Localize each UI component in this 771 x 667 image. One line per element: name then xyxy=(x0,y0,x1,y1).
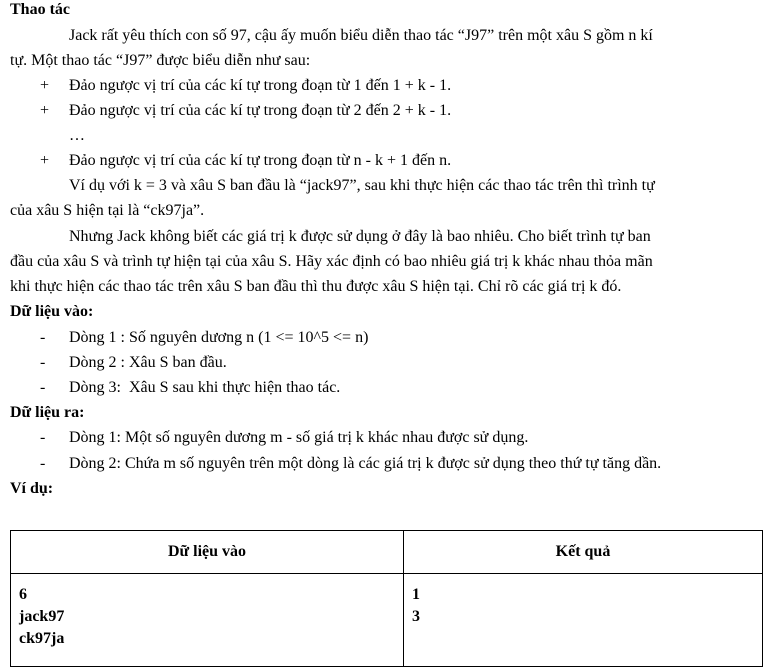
operation-item: Đảo ngược vị trí của các kí tự trong đoạn từ n - k + 1 đến n. xyxy=(69,152,452,169)
operation-item: Đảo ngược vị trí của các kí tự trong đoạn từ 2 đến 2 + k - 1. xyxy=(69,102,452,119)
operation-bullet: + xyxy=(40,77,50,94)
output-line: 1 xyxy=(412,586,420,603)
input-item: Dòng 2 : Xâu S ban đầu. xyxy=(69,354,227,371)
input-line: jack97 xyxy=(19,608,65,625)
table-header-output: Kết quả xyxy=(404,531,763,574)
output-bullet: - xyxy=(40,455,46,472)
example-table xyxy=(10,530,763,667)
output-line: 3 xyxy=(412,608,420,625)
example-text-line-1: Ví dụ với k = 3 và xâu S ban đầu là “jack97”, sau khi thực hiện các thao tác trên thì trình tự xyxy=(69,177,655,194)
input-cell xyxy=(11,574,404,667)
task-line-3: khi thực hiện các thao tác trên xâu S ban đầu thì thu được xâu S hiện tại. Chỉ rõ các giá trị k đó. xyxy=(10,278,622,295)
input-bullet: - xyxy=(40,354,46,371)
table-row xyxy=(11,574,763,667)
input-bullet: - xyxy=(40,379,46,396)
table-header-input: Dữ liệu vào xyxy=(11,531,404,574)
example-text-line-2: của xâu S hiện tại là “ck97ja”. xyxy=(10,202,205,219)
output-cell xyxy=(404,574,763,667)
output-item: Dòng 1: Một số nguyên dương m - số giá trị k khác nhau được sử dụng. xyxy=(69,429,529,446)
output-item: Dòng 2: Chứa m số nguyên trên một dòng là các giá trị k được sử dụng theo thứ tự tăng dần. xyxy=(69,455,662,472)
input-line: 6 xyxy=(19,586,27,603)
example-heading: Ví dụ: xyxy=(10,480,54,497)
task-line-1: Nhưng Jack không biết các giá trị k được sử dụng ở đây là bao nhiêu. Cho biết trình tự ban xyxy=(69,228,651,245)
intro-line-2: tự. Một thao tác “J97” được biểu diễn như sau: xyxy=(10,52,311,69)
input-line: ck97ja xyxy=(19,630,65,647)
input-heading: Dữ liệu vào: xyxy=(10,303,94,320)
input-bullet: - xyxy=(40,329,46,346)
section-title: Thao tác xyxy=(10,1,70,18)
intro-line-1: Jack rất yêu thích con số 97, cậu ấy muốn biểu diễn thao tác “J97” trên một xâu S gồm n kí xyxy=(69,27,653,44)
output-heading: Dữ liệu ra: xyxy=(10,404,85,421)
input-item: Dòng 1 : Số nguyên dương n (1 <= 10^5 <= n) xyxy=(69,329,369,346)
operation-ellipsis: … xyxy=(69,127,85,144)
operation-item: Đảo ngược vị trí của các kí tự trong đoạn từ 1 đến 1 + k - 1. xyxy=(69,77,452,94)
output-bullet: - xyxy=(40,429,46,446)
task-line-2: đầu của xâu S và trình tự hiện tại của xâu S. Hãy xác định có bao nhiêu giá trị k khác nhau thỏa mãn xyxy=(10,253,653,270)
input-item: Dòng 3: Xâu S sau khi thực hiện thao tác. xyxy=(69,379,341,396)
table-header-row xyxy=(11,531,763,574)
operation-bullet: + xyxy=(40,152,50,169)
operation-bullet: + xyxy=(40,102,50,119)
